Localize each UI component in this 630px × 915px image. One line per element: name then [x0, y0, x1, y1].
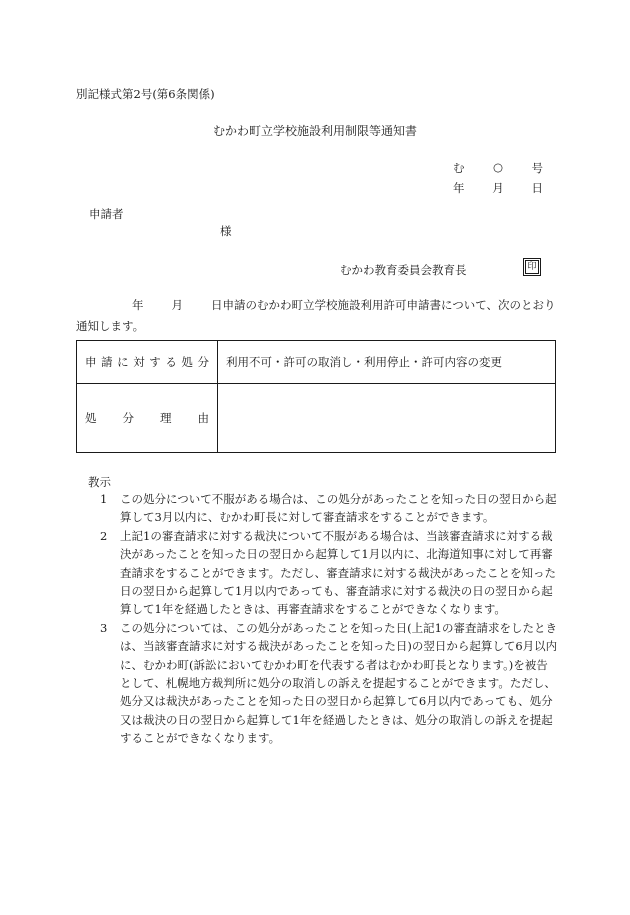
list-item	[96, 527, 558, 619]
document-date	[453, 180, 543, 196]
number-suffix: 号	[531, 161, 543, 175]
note-number: 3	[100, 620, 108, 635]
honorific: 様	[220, 224, 232, 238]
applicant-label: 申請者	[89, 207, 124, 221]
disposition-value-cell: 利用不可・許可の取消し・利用停止・許可内容の変更	[218, 341, 556, 384]
intro-paragraph	[76, 295, 556, 337]
reason-label-cell	[77, 384, 218, 453]
seal-mark: 印	[525, 260, 539, 274]
label-char: る	[165, 355, 177, 369]
seal-icon	[523, 258, 541, 276]
date-day: 日	[531, 181, 543, 195]
disposition-table	[76, 340, 556, 453]
label-char: 由	[197, 411, 209, 425]
label-char: 処	[181, 355, 193, 369]
note-text: この処分については、この処分があったことを知った日(上記1の審査請求をしたときは、当該審査請求に対する裁決があったことを知った日)の翌日から起算して6月以内に、むかわ町(訴訟においてむかわ町を代表する者はむかわ町長となります。)を被告として、札幌地方裁判所に処分の取消しの訴えを提起することができます。ただし、処分又は裁決があったことを知った日の翌日から起算して6月以内であっても、処分又は裁決の日の翌日から起算して1年を経過したときは、処分の取消しの訴えを提起することができなくなります。	[120, 620, 558, 746]
label-char: 理	[160, 411, 172, 425]
table-row	[77, 384, 556, 453]
label-char: 対	[133, 355, 145, 369]
note-number: 2	[100, 528, 108, 543]
label-char: 分	[122, 411, 134, 425]
intro-text: 日申請のむかわ町立学校施設利用許可申請書について、次のとおり通知します。	[76, 298, 556, 333]
label-char: 分	[197, 355, 209, 369]
label-char: に	[117, 355, 129, 369]
label-char: 請	[101, 355, 113, 369]
reason-value-cell	[218, 384, 556, 453]
number-prefix: む	[453, 161, 465, 175]
disposition-label-cell	[77, 341, 218, 384]
note-text: 上記1の審査請求に対する裁決について不服がある場合は、当該審査請求に対する裁決があったことを知った日の翌日から起算して1月以内に、北海道知事に対して再審査請求をすることができます。ただし、審査請求に対する裁決があったことを知った日の翌日から起算して1月以内であっても、審査請求に対する裁決の日の翌日から起算して1年を経過したときは、再審査請求をすることができなくなります。	[120, 528, 556, 617]
label-char: す	[149, 355, 161, 369]
notes-heading: 教示	[88, 475, 111, 489]
document-number	[453, 160, 543, 176]
date-month: 月	[492, 181, 504, 195]
list-item	[96, 619, 558, 748]
label-char: 処	[85, 411, 97, 425]
note-number: 1	[100, 492, 108, 506]
label-char: 申	[85, 355, 97, 369]
number-placeholder: ○	[492, 160, 504, 174]
date-year: 年	[453, 181, 465, 195]
list-item	[96, 490, 558, 527]
issuer-name: むかわ教育委員会教育長	[340, 263, 467, 277]
document-title: むかわ町立学校施設利用制限等通知書	[212, 124, 417, 138]
table-row	[77, 341, 556, 384]
note-text: この処分について不服がある場合は、この処分があったことを知った日の翌日から起算して3月以内に、むかわ町長に対して審査請求をすることができます。	[120, 492, 557, 525]
intro-year: 年	[132, 298, 144, 312]
notes-list	[96, 490, 558, 748]
form-label: 別記様式第2号(第6条関係)	[76, 87, 215, 101]
intro-month: 月	[171, 298, 183, 312]
